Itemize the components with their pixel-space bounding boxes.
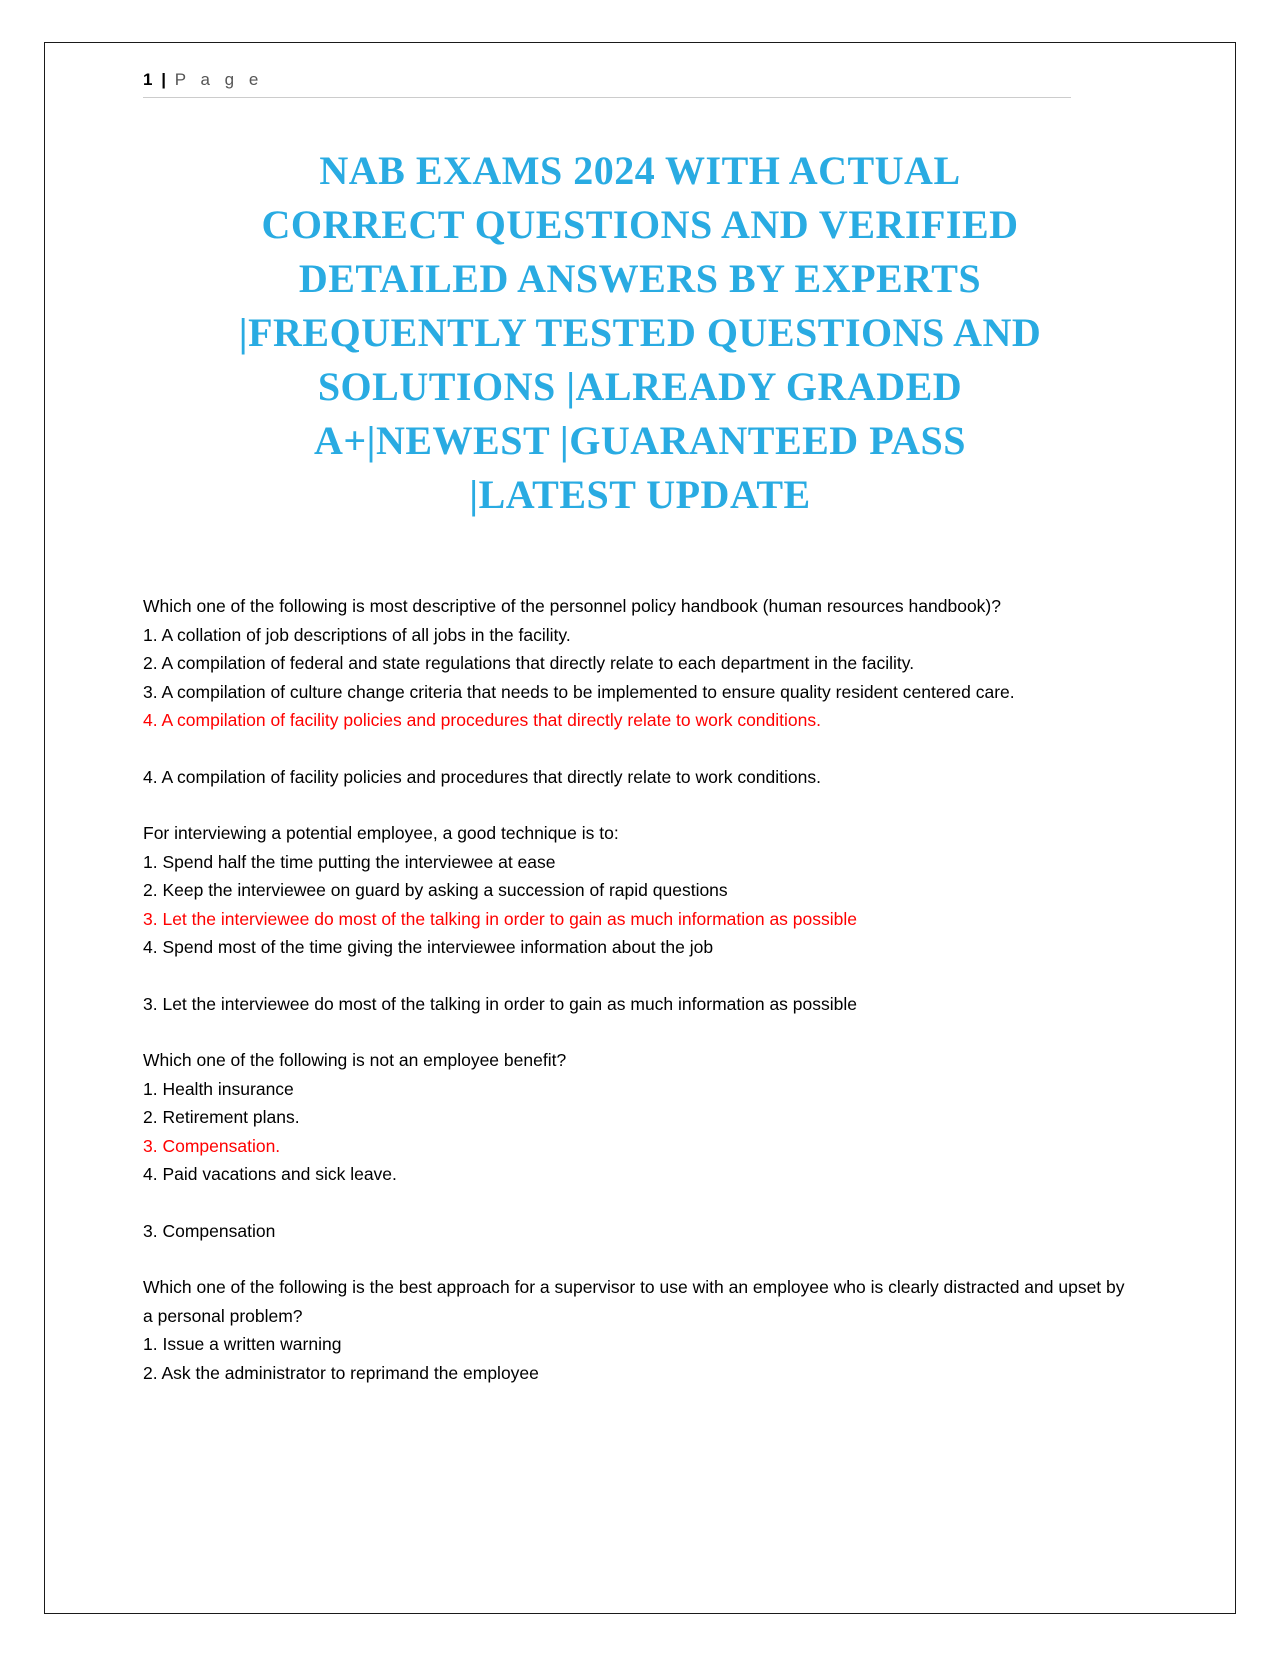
paragraph	[143, 819, 1137, 962]
page-header	[143, 70, 1137, 90]
document-page	[143, 70, 1137, 1415]
text-line: 4. Paid vacations and sick leave.	[143, 1164, 397, 1184]
answer-line-red: 4. A compilation of facility policies and procedures that directly relate to work conditions.	[143, 710, 821, 730]
text-line: 1. Issue a written warning	[143, 1334, 342, 1354]
page-header-separator: |	[161, 70, 166, 89]
text-line: Which one of the following is the best approach for a supervisor to use with an employee who is clearly distracted and upset by a personal problem?	[143, 1277, 1125, 1326]
title-line: |LATEST UPDATE	[469, 472, 811, 517]
text-line: 1. Spend half the time putting the interviewee at ease	[143, 851, 556, 872]
title-line: |FREQUENTLY TESTED QUESTIONS AND	[238, 310, 1042, 355]
text-line: For interviewing a potential employee, a good technique is to:	[143, 823, 619, 843]
paragraph	[143, 1217, 1137, 1246]
text-line: 2. Retirement plans.	[143, 1107, 300, 1127]
text-line: 3. Compensation	[143, 1220, 276, 1241]
text-line: 4. A compilation of facility policies and procedures that directly relate to work conditions.	[143, 766, 821, 787]
paragraph	[143, 1046, 1137, 1189]
title-line: SOLUTIONS |ALREADY GRADED	[317, 364, 963, 409]
text-line: 1. A collation of job descriptions of all jobs in the facility.	[143, 624, 571, 645]
title-line: CORRECT QUESTIONS AND VERIFIED	[261, 202, 1019, 247]
answer-line-red: 3. Let the interviewee do most of the talking in order to gain as much information as possible	[143, 908, 858, 929]
page-number: 1	[143, 70, 153, 89]
paragraph	[143, 990, 1137, 1019]
title-line: A+|NEWEST |GUARANTEED PASS	[313, 418, 967, 463]
paragraph	[143, 1273, 1137, 1387]
answer-line-red: 3. Compensation.	[143, 1135, 281, 1156]
paragraph	[143, 592, 1137, 735]
text-line: 3. A compilation of culture change criteria that needs to be implemented to ensure quality resident centered care.	[143, 681, 1015, 702]
paragraph	[143, 763, 1137, 792]
document-body	[143, 592, 1137, 1387]
title-line: DETAILED ANSWERS BY EXPERTS	[298, 256, 982, 301]
text-line: 2. Keep the interviewee on guard by asking a succession of rapid questions	[143, 880, 728, 900]
page-word: P a g e	[174, 70, 264, 89]
text-line: 1. Health insurance	[143, 1078, 294, 1099]
text-line: 2. A compilation of federal and state regulations that directly relate to each department in the facility.	[143, 653, 915, 673]
header-rule	[143, 97, 1071, 98]
text-line: 4. Spend most of the time giving the interviewee information about the job	[143, 937, 714, 957]
text-line: 2. Ask the administrator to reprimand the employee	[143, 1362, 539, 1383]
text-line: Which one of the following is not an employee benefit?	[143, 1050, 567, 1070]
text-line: Which one of the following is most descriptive of the personnel policy handbook (human resources handbook)?	[143, 596, 1001, 616]
title-line: NAB EXAMS 2024 WITH ACTUAL	[319, 148, 961, 193]
document-title	[143, 144, 1137, 522]
text-line: 3. Let the interviewee do most of the talking in order to gain as much information as possible	[143, 993, 858, 1014]
